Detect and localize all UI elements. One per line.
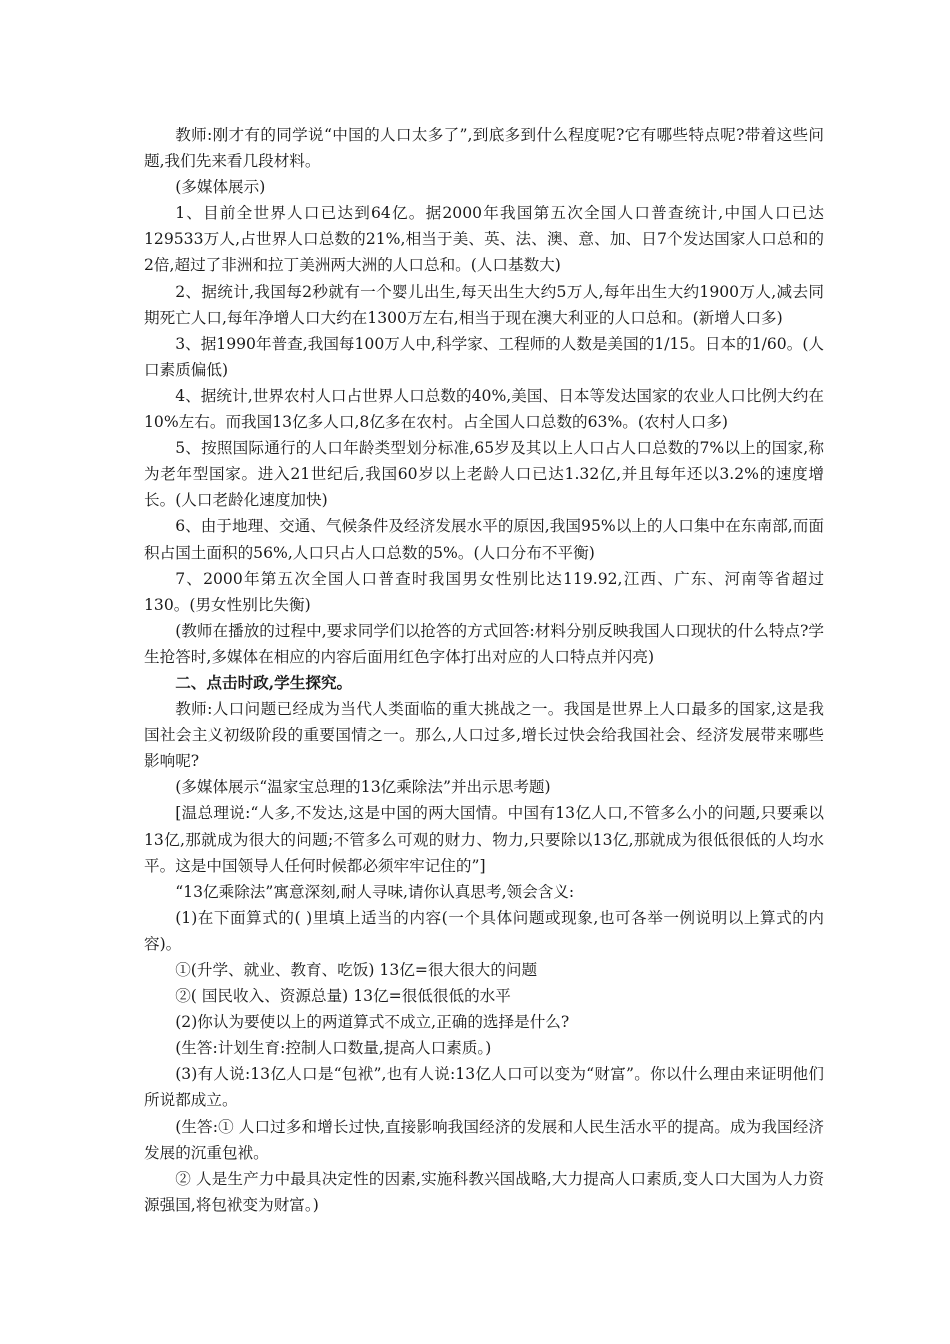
section-heading: 二、点击时政,学生探究。: [175, 672, 353, 692]
material-item-4: 4、据统计,世界农村人口占世界人口总数的40%,美国、日本等发达国家的农业人口比例大约在10%左右。而我国13亿多人口,8亿多在农村。占全国人口总数的63%。(农村人口多): [144, 386, 824, 432]
question-1: (1)在下面算式的( )里填上适当的内容(一个具体问题或现象,也可各举一例说明以上算式的内容)。: [144, 908, 824, 953]
question-3: (3)有人说:13亿人口是“包袱”,也有人说:13亿人口可以变为“财富”。你以什么理由来证明他们所说都成立。: [144, 1065, 824, 1110]
answer-3-part-1: (生答:① 人口过多和增长过快,直接影响我国经济的发展和人民生活水平的提高。成为我国经济发展的沉重包袱。: [144, 1117, 824, 1162]
teacher-instruction-note: (教师在播放的过程中,要求同学们以抢答的方式回答:材料分别反映我国人口现状的什么特点?学生抢答时,多媒体在相应的内容后面用红色字体打出对应的人口特点并闪亮): [144, 621, 824, 666]
material-item-2: 2、据统计,我国每2秒就有一个婴儿出生,每天出生大约5万人,每年出生大约1900万人,减去同期死亡人口,每年净增人口大约在1300万左右,相当于现在澳大利亚的人口总和。(新增人口多): [144, 282, 824, 327]
teacher-question-paragraph: 教师:人口问题已经成为当代人类面临的重大挑战之一。我国是世界上人口最多的国家,这是我国社会主义初级阶段的重要国情之一。那么,人口过多,增长过快会给我国社会、经济发展带来哪些影响呢?: [144, 700, 824, 771]
material-item-1: 1、目前全世界人口已达到64亿。据2000年我国第五次全国人口普查统计,中国人口已达129533万人,占世界人口总数的21%,相当于美、英、法、澳、意、加、日7个发达国家人口总和的2倍,超过了非洲和拉丁美洲两大洲的人口总和。(人口基数大): [144, 204, 824, 275]
answer-3-part-2: ② 人是生产力中最具决定性的因素,实施科教兴国战略,大力提高人口素质,变人口大国为人力资源强国,将包袱变为财富。): [144, 1169, 824, 1214]
question-2: (2)你认为要使以上的两道算式不成立,正确的选择是什么?: [175, 1013, 570, 1032]
teacher-intro-paragraph: 教师:刚才有的同学说“中国的人口太多了”,到底多到什么程度呢?它有哪些特点呢?带着这些问题,我们先来看几段材料。: [144, 126, 824, 171]
multimedia-note: (多媒体展示): [175, 178, 266, 197]
answer-2: (生答:计划生育:控制人口数量,提高人口素质。): [175, 1039, 492, 1058]
document-body: [144, 122, 824, 1218]
thinking-prompt: “13亿乘除法”寓意深刻,耐人寻味,请你认真思考,领会含义:: [175, 882, 575, 901]
premier-quote: [温总理说:“人多,不发达,这是中国的两大国情。中国有13亿人口,不管多么小的问题,只要乘以13亿,那就成为很大的问题;不管多么可观的财力、物力,只要除以13亿,那就成为很低很低的人均水平。这是中国领导人任何时候都必须牢牢记住的”]: [144, 804, 824, 875]
material-item-6: 6、由于地理、交通、气候条件及经济发展水平的原因,我国95%以上的人口集中在东南部,而面积占国土面积的56%,人口只占人口总数的5%。(人口分布不平衡): [144, 517, 824, 562]
material-item-5: 5、按照国际通行的人口年龄类型划分标准,65岁及其以上人口占人口总数的7%以上的国家,称为老年型国家。进入21世纪后,我国60岁以上老龄人口已达1.32亿,并且每年还以3.2%的速度增长。(人口老龄化速度加快): [144, 439, 824, 510]
equation-1: ①(升学、就业、教育、吃饭) 13亿=很大很大的问题: [175, 961, 538, 979]
equation-2: ②( 国民收入、资源总量) 13亿=很低很低的水平: [175, 987, 511, 1006]
material-item-7: 7、2000年第五次全国人口普查时我国男女性别比达119.92,江西、广东、河南等省超过130。(男女性别比失衡): [144, 569, 824, 614]
multimedia-note-2: (多媒体展示“温家宝总理的13亿乘除法”并出示思考题): [175, 778, 551, 797]
material-item-3: 3、据1990年普查,我国每100万人中,科学家、工程师的人数是美国的1/15。日本的1/60。(人口素质偏低): [144, 334, 824, 379]
